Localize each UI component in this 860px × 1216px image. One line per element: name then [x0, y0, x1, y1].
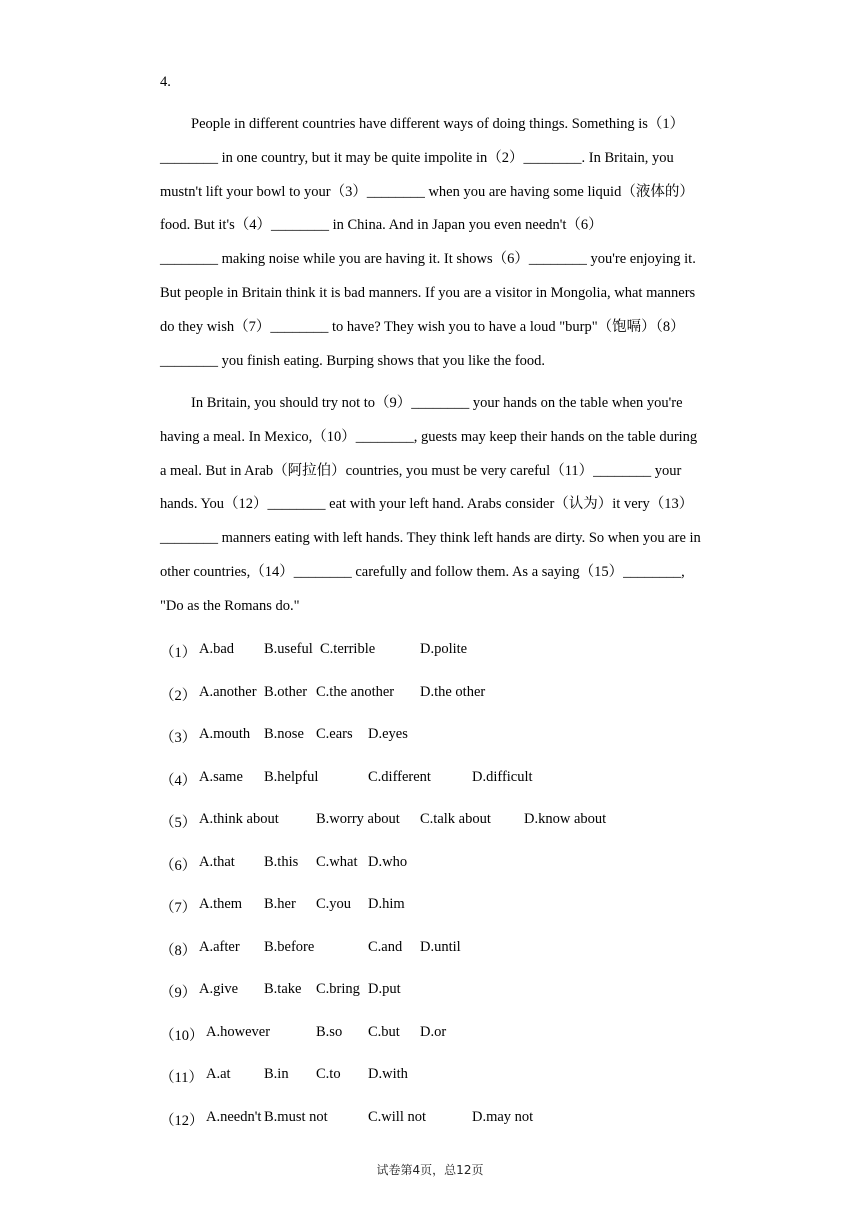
passage-paragraph-2	[160, 387, 735, 624]
option-choice-b[interactable]: B.must not	[264, 1109, 328, 1125]
option-choice-a[interactable]: A.needn't	[206, 1109, 262, 1125]
option-choice-d[interactable]: D.the other	[420, 684, 486, 700]
option-number: （7）	[160, 900, 197, 916]
option-choice-b[interactable]: B.in	[264, 1066, 289, 1082]
passage-line: mustn't lift your bowl to your（3）________ when you are having some liquid（液体的）	[160, 183, 694, 200]
option-choice-a[interactable]: A.same	[199, 769, 243, 785]
option-choice-c[interactable]: C.and	[368, 939, 403, 955]
option-choice-b[interactable]: B.worry about	[316, 811, 400, 827]
option-number: （4）	[160, 773, 197, 789]
passage-line: ________ manners eating with left hands. They think left hands are dirty. So when you are in	[160, 530, 701, 547]
option-choice-c[interactable]: C.talk about	[420, 811, 491, 827]
option-choice-b[interactable]: B.helpful	[264, 769, 319, 785]
option-number: （6）	[160, 858, 197, 874]
passage-line: ________ making noise while you are having it. It shows（6）________ you're enjoying it.	[160, 251, 696, 268]
passage-line: do they wish（7）________ to have? They wish you to have a loud "burp"（饱嗝）（8）	[160, 318, 685, 335]
option-choice-b[interactable]: B.take	[264, 981, 302, 997]
question-number: 4.	[160, 74, 171, 90]
passage-line: having a meal. In Mexico,（10）________, guests may keep their hands on the table during	[160, 428, 698, 445]
passage-line: other countries,（14）________ carefully and follow them. As a saying（15）________,	[160, 563, 685, 580]
passage-line: ________ you finish eating. Burping shows that you like the food.	[160, 352, 546, 369]
option-choice-c[interactable]: C.but	[368, 1024, 400, 1040]
option-choice-b[interactable]: B.her	[264, 896, 296, 912]
option-choice-b[interactable]: B.nose	[264, 726, 304, 742]
option-choice-d[interactable]: D.know about	[524, 811, 607, 827]
option-choice-d[interactable]: D.put	[368, 981, 401, 997]
option-choice-d[interactable]: D.eyes	[368, 726, 408, 742]
option-choice-a[interactable]: A.at	[206, 1066, 231, 1082]
option-choice-d[interactable]: D.may not	[472, 1109, 534, 1125]
passage-line: a meal. But in Arab（阿拉伯）countries, you must be very careful（11）________ your	[160, 462, 682, 479]
option-number: （2）	[160, 688, 197, 704]
option-choice-a[interactable]: A.bad	[199, 641, 235, 657]
option-choice-a[interactable]: A.another	[199, 684, 257, 700]
option-number: （1）	[160, 645, 197, 661]
option-choice-c[interactable]: C.what	[316, 854, 358, 870]
option-choice-d[interactable]: D.or	[420, 1024, 447, 1040]
option-choice-d[interactable]: D.with	[368, 1066, 408, 1082]
passage-line: But people in Britain think it is bad manners. If you are a visitor in Mongolia, what manners	[160, 284, 696, 301]
option-choice-b[interactable]: B.this	[264, 854, 299, 870]
passage-line: People in different countries have different ways of doing things. Something is（1）	[191, 116, 685, 132]
option-number: （10）	[160, 1028, 204, 1044]
passage-line: "Do as the Romans do."	[160, 597, 300, 614]
passage-line: ________ in one country, but it may be quite impolite in（2）________. In Britain, you	[160, 149, 674, 166]
option-choice-d[interactable]: D.until	[420, 939, 461, 955]
option-number: （3）	[160, 730, 197, 746]
option-choice-b[interactable]: B.other	[264, 684, 308, 700]
option-choice-c[interactable]: C.terrible	[320, 641, 376, 657]
option-number: （12）	[160, 1113, 204, 1129]
option-choice-c[interactable]: C.will not	[368, 1109, 427, 1125]
passage-line: hands. You（12）________ eat with your left hand. Arabs consider（认为）it very（13）	[160, 496, 694, 513]
option-choice-c[interactable]: C.different	[368, 769, 431, 785]
option-choice-d[interactable]: D.difficult	[472, 769, 533, 785]
page-footer: 试卷第4页，总12页	[376, 1163, 484, 1177]
option-choice-b[interactable]: B.before	[264, 939, 315, 955]
option-choice-d[interactable]: D.him	[368, 896, 405, 912]
option-choice-a[interactable]: A.give	[199, 981, 239, 997]
option-choice-c[interactable]: C.ears	[316, 726, 353, 742]
option-number: （5）	[160, 815, 197, 831]
option-choice-a[interactable]: A.think about	[199, 811, 279, 827]
option-choice-a[interactable]: A.after	[199, 939, 240, 955]
option-choice-d[interactable]: D.polite	[420, 641, 468, 657]
option-choice-b[interactable]: B.so	[316, 1024, 343, 1040]
passage-line: In Britain, you should try not to（9）________ your hands on the table when you're	[191, 395, 683, 411]
option-number: （11）	[160, 1070, 203, 1086]
option-choice-a[interactable]: A.however	[206, 1024, 271, 1040]
option-choice-c[interactable]: C.you	[316, 896, 352, 912]
passage-paragraph-1	[160, 108, 735, 378]
option-choice-c[interactable]: C.the another	[316, 684, 395, 700]
passage-line: food. But it's（4）________ in China. And in Japan you even needn't（6）	[160, 217, 603, 234]
option-choice-a[interactable]: A.them	[199, 896, 243, 912]
option-choice-c[interactable]: C.to	[316, 1066, 341, 1082]
option-number: （8）	[160, 943, 197, 959]
option-choice-a[interactable]: A.that	[199, 854, 235, 870]
option-choice-b[interactable]: B.useful	[264, 641, 313, 657]
option-choice-c[interactable]: C.bring	[316, 981, 360, 997]
option-choice-a[interactable]: A.mouth	[199, 726, 251, 742]
option-choice-d[interactable]: D.who	[368, 854, 408, 870]
option-number: （9）	[160, 985, 197, 1001]
